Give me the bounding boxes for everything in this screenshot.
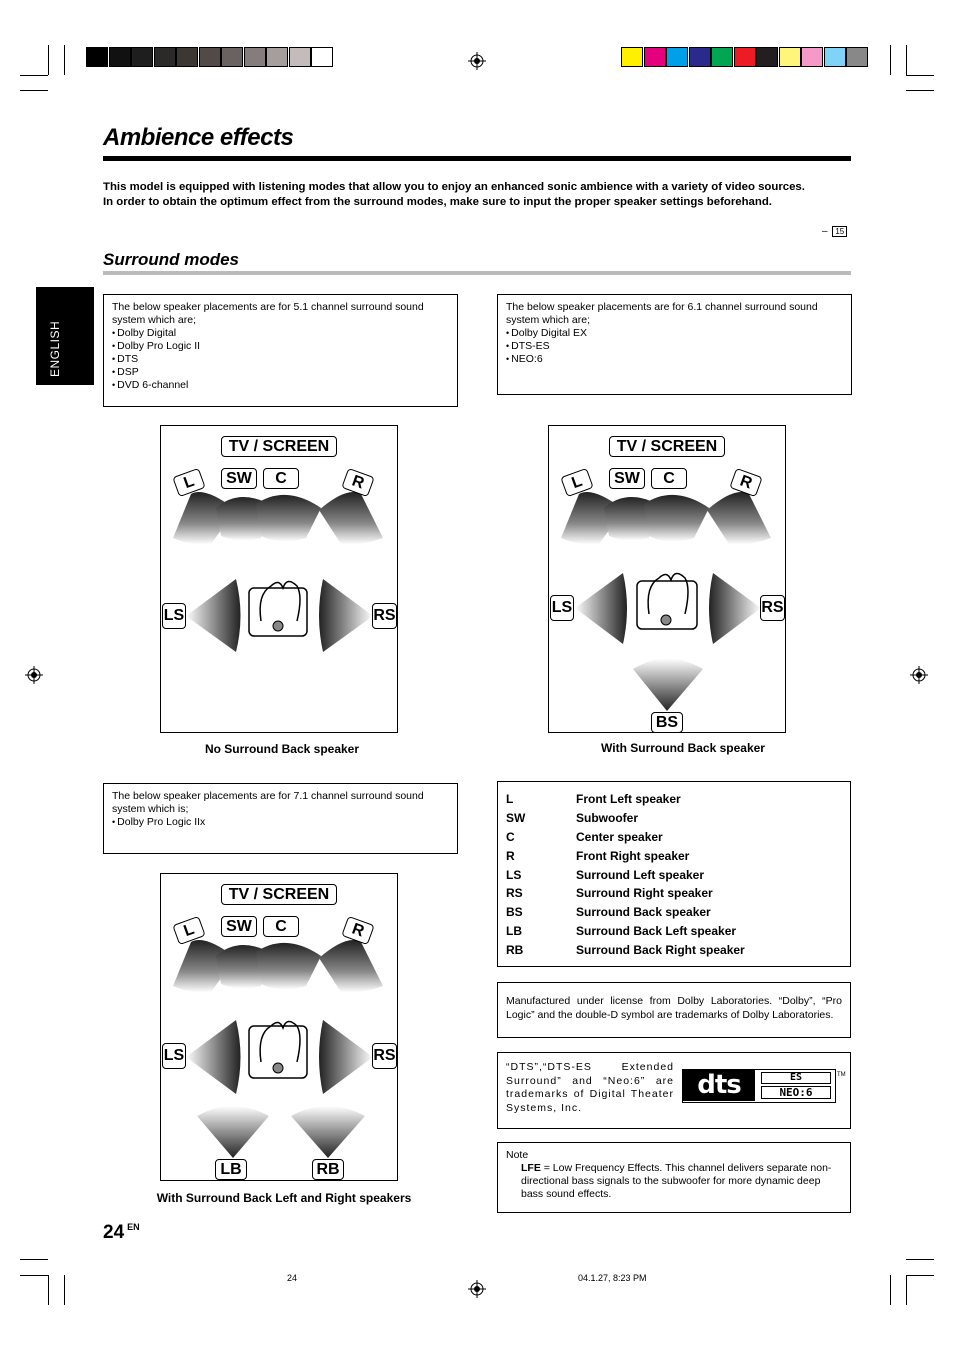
gray-swatch	[86, 47, 108, 67]
surround-back-beam	[633, 659, 703, 712]
legend-value: Center speaker	[576, 829, 663, 844]
rs-label: RS	[372, 603, 397, 629]
intro-paragraph: This model is equipped with listening modes that allow you to enjoy an enhanced sonic ambience with a variety of video sources.	[103, 181, 805, 193]
dolby-trademark-notice	[497, 982, 851, 1038]
crop-mark	[20, 1259, 48, 1260]
legend-row	[506, 790, 842, 809]
crop-mark	[906, 1275, 934, 1276]
info-box-7-1	[103, 783, 458, 854]
trademark-symbol: TM	[837, 1072, 846, 1078]
legend-value: Surround Right speaker	[576, 886, 713, 901]
speaker-diagram-5-1	[160, 425, 398, 733]
crop-mark	[20, 1275, 48, 1276]
speaker-legend	[497, 781, 851, 967]
color-swatch	[734, 47, 756, 67]
c-label: C	[263, 916, 299, 937]
title-rule	[103, 156, 851, 161]
legend-key: RS	[506, 886, 523, 901]
crop-mark	[48, 1275, 49, 1305]
rs-label: RS	[372, 1043, 397, 1069]
legend-key: BS	[506, 905, 523, 920]
rs-label: RS	[760, 595, 785, 621]
intro-text	[103, 180, 851, 210]
screen-label: TV / SCREEN	[221, 884, 337, 905]
legend-key: LB	[506, 923, 522, 938]
r-label: R	[341, 916, 374, 945]
legend-value: Front Left speaker	[576, 792, 681, 807]
legend-value: Surround Back Left speaker	[576, 923, 737, 938]
registration-mark-icon	[468, 1280, 486, 1298]
center-beam	[256, 495, 321, 542]
listener-position-dot	[661, 615, 671, 625]
crop-mark	[906, 75, 934, 76]
center-beam	[644, 495, 709, 542]
list-item: • Dolby Pro Logic IIx	[112, 816, 449, 829]
page-number-value: 24	[103, 1222, 125, 1243]
legend-key: R	[506, 848, 515, 863]
legend-row	[506, 940, 842, 959]
legend-value: Surround Back Right speaker	[576, 942, 745, 957]
surround-left-beam	[186, 1020, 241, 1094]
color-swatch	[846, 47, 868, 67]
language-tab-label: ENGLISH	[48, 320, 62, 377]
color-swatch	[801, 47, 823, 67]
list-item: • Dolby Digital EX	[506, 327, 843, 340]
diagram-caption: With Surround Back Left and Right speakers	[156, 1191, 412, 1205]
rb-label: RB	[312, 1159, 344, 1180]
gray-swatch	[311, 47, 333, 67]
dts-logo-mark: dts	[683, 1070, 755, 1101]
crop-mark	[64, 45, 65, 75]
page-title: Ambience effects	[103, 124, 294, 151]
r-label: R	[341, 468, 374, 497]
dts-logo-es: ES	[761, 1072, 831, 1084]
surround-back-right-beam	[291, 1106, 365, 1158]
ref-dash: –	[822, 226, 828, 237]
footer-timestamp: 04.1.27, 8:23 PM	[578, 1273, 647, 1283]
front-right-beam	[707, 492, 771, 544]
surround-right-beam	[319, 579, 373, 652]
crop-mark	[20, 90, 48, 91]
list-item: • Dolby Digital	[112, 327, 449, 340]
list-item: • DTS-ES	[506, 340, 843, 353]
legend-row	[506, 884, 842, 903]
note-text: = Low Frequency Effects. This channel delivers separate non-directional bass signals to the subwoofer for more dynamic deep bass sound effects.	[521, 1162, 832, 1200]
bs-label: BS	[651, 712, 683, 733]
crop-mark	[48, 45, 49, 75]
note-body	[506, 1162, 842, 1201]
diagram-caption: With Surround Back speaker	[601, 741, 765, 755]
list-item: • Dolby Pro Logic II	[112, 340, 449, 353]
surround-right-beam	[709, 573, 761, 644]
page-reference[interactable]	[822, 226, 847, 237]
r-label: R	[729, 468, 762, 497]
registration-mark-icon	[468, 52, 486, 70]
l-label: L	[560, 468, 593, 497]
l-label: L	[172, 916, 205, 945]
gray-swatch	[266, 47, 288, 67]
info-box-5-1	[103, 294, 458, 407]
registration-mark-icon	[25, 666, 43, 684]
l-label: L	[172, 468, 205, 497]
note-heading: Note	[506, 1149, 529, 1161]
dts-trademark-notice	[497, 1052, 851, 1129]
c-label: C	[263, 468, 299, 489]
ls-label: LS	[162, 1043, 186, 1069]
legend-row	[506, 865, 842, 884]
page-number	[103, 1222, 140, 1244]
screen-label: TV / SCREEN	[609, 436, 725, 457]
crop-mark	[890, 45, 891, 75]
gray-swatch	[131, 47, 153, 67]
legend-value: Front Right speaker	[576, 848, 690, 863]
legend-row	[506, 846, 842, 865]
crop-mark	[906, 1259, 934, 1260]
front-right-beam	[319, 492, 383, 544]
dts-notice-text: “DTS”,“DTS-ES Extended Surround” and “Neo:6” are trademarks of Digital Theater Systems, Inc.	[506, 1061, 674, 1114]
dts-logo-neo: NEO:6	[761, 1086, 831, 1099]
gray-swatch	[109, 47, 131, 67]
crop-mark	[64, 1275, 65, 1305]
surround-left-beam	[575, 573, 627, 644]
color-swatch	[644, 47, 666, 67]
crop-mark	[20, 75, 48, 76]
legend-key: LS	[506, 867, 522, 882]
ls-label: LS	[162, 603, 186, 629]
info-box-text: The below speaker placements are for 5.1 channel surround sound system which are;	[112, 301, 424, 326]
registration-mark-icon	[910, 666, 928, 684]
info-box-6-1	[497, 294, 852, 395]
list-item: • DSP	[112, 366, 449, 379]
section-rule	[103, 271, 851, 275]
color-swatch	[621, 47, 643, 67]
center-beam	[256, 943, 321, 990]
surround-right-beam	[319, 1020, 373, 1094]
gray-swatch	[176, 47, 198, 67]
legend-key: RB	[506, 942, 524, 957]
crop-mark	[906, 90, 934, 91]
intro-paragraph-2: In order to obtain the optimum effect from the surround modes, make sure to input the proper speaker settings beforehand.	[103, 196, 772, 208]
list-item: • DTS	[112, 353, 449, 366]
legend-row	[506, 809, 842, 828]
listener-position-dot	[273, 1063, 283, 1073]
surround-left-beam	[186, 579, 241, 652]
page-number-suffix: EN	[127, 1222, 140, 1232]
info-box-text: The below speaker placements are for 7.1 channel surround sound system which is;	[112, 790, 424, 815]
section-title: Surround modes	[103, 250, 240, 269]
crop-mark	[906, 45, 907, 75]
legend-row	[506, 922, 842, 941]
color-swatch	[756, 47, 778, 67]
info-box-text: The below speaker placements are for 6.1 channel surround sound system which are;	[506, 301, 818, 326]
legend-value: Subwoofer	[576, 811, 638, 826]
color-swatch	[711, 47, 733, 67]
speaker-diagram-7-1	[160, 873, 398, 1181]
legend-key: L	[506, 792, 514, 807]
legend-key: C	[506, 829, 515, 844]
crop-mark	[906, 1275, 907, 1305]
legend-row	[506, 828, 842, 847]
ref-page-number: 15	[832, 226, 847, 237]
c-label: C	[651, 468, 687, 489]
sw-label: SW	[221, 468, 257, 489]
gray-swatch	[199, 47, 221, 67]
dts-logo	[682, 1069, 836, 1103]
gray-swatch	[154, 47, 176, 67]
sw-label: SW	[221, 916, 257, 937]
color-swatch	[689, 47, 711, 67]
list-item: • DVD 6-channel	[112, 379, 449, 392]
legend-row	[506, 903, 842, 922]
front-right-beam	[319, 940, 383, 992]
color-swatch	[666, 47, 688, 67]
footer-page: 24	[287, 1273, 298, 1283]
crop-mark	[890, 1275, 891, 1305]
dolby-notice-text: Manufactured under license from Dolby Laboratories. “Dolby”, “Pro Logic” and the double-D symbol are trademarks of Dolby Laboratories.	[506, 995, 842, 1021]
gray-swatch	[244, 47, 266, 67]
speaker-diagram-6-1	[548, 425, 786, 733]
legend-value: Surround Left speaker	[576, 867, 705, 882]
listener-position-dot	[273, 621, 283, 631]
list-item: • NEO:6	[506, 353, 843, 366]
color-swatch	[824, 47, 846, 67]
language-tab	[36, 287, 94, 385]
gray-swatch	[289, 47, 311, 67]
color-swatch	[779, 47, 801, 67]
legend-key: SW	[506, 811, 526, 826]
sw-label: SW	[609, 468, 645, 489]
surround-back-left-beam	[197, 1106, 269, 1158]
ls-label: LS	[550, 595, 574, 621]
lfe-note	[497, 1142, 851, 1213]
lb-label: LB	[215, 1159, 247, 1180]
gray-swatch	[221, 47, 243, 67]
diagram-caption: No Surround Back speaker	[204, 742, 360, 756]
screen-label: TV / SCREEN	[221, 436, 337, 457]
legend-value: Surround Back speaker	[576, 905, 711, 920]
note-term: LFE	[521, 1162, 541, 1174]
